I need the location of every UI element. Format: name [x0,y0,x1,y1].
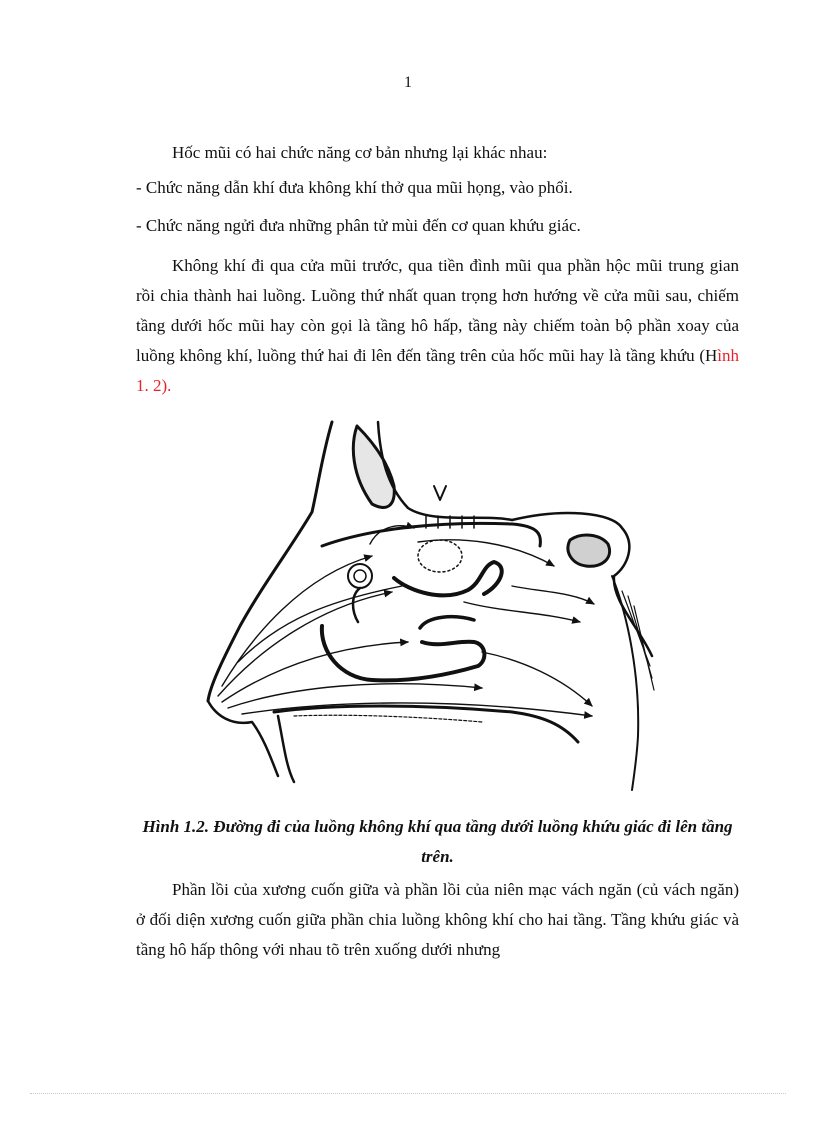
list-item-olfaction: - Chức năng ngửi đưa những phân tử mùi đến cơ quan khứu giác. [136,216,581,235]
figure-reference-link[interactable]: ình 1. 2). [136,346,739,395]
body-paragraph-airflow [136,251,739,401]
footer-divider [30,1093,786,1094]
body-paragraph-division: Phần lồi của xương cuốn giữa và phần lồi của niên mạc vách ngăn (củ vách ngăn) ở đối diện xương cuốn giữa phần chia luồng không khí cho hai tầng. Tầng khứu giác và tầng hô hấp thông với nhau tõ trên xuống dưới nhưng [136,880,739,959]
list-item-air-conduction: - Chức năng dẫn khí đưa không khí thở qua mũi họng, vào phổi. [136,178,573,197]
nasal-cavity-diagram-image [182,416,662,794]
figure-caption: Hình 1.2. Đường đi của luồng không khí qua tầng dưới luồng khứu giác đi lên tầng trên. [142,817,733,866]
body-paragraph-airflow-text: Không khí đi qua cửa mũi trước, qua tiền đình mũi qua phần hộc mũi trung gian rồi chia thành hai luồng. Luồng thứ nhất quan trọng hơn hướng về cửa mũi sau, chiếm tầng dưới hốc mũi hay còn gọi là tầng hô hấp, tầng này chiếm toàn bộ phần xoay của luồng không khí, luồng thứ hai đi lên đến tầng trên của hốc mũi hay là tầng khứu ( [136,256,739,365]
nasal-airflow-figure [182,416,662,794]
page-number: 1 [404,74,412,91]
intro-paragraph: Hốc mũi có hai chức năng cơ bản nhưng lại khác nhau: [172,143,548,162]
figure-reference-prefix: H [704,346,718,365]
